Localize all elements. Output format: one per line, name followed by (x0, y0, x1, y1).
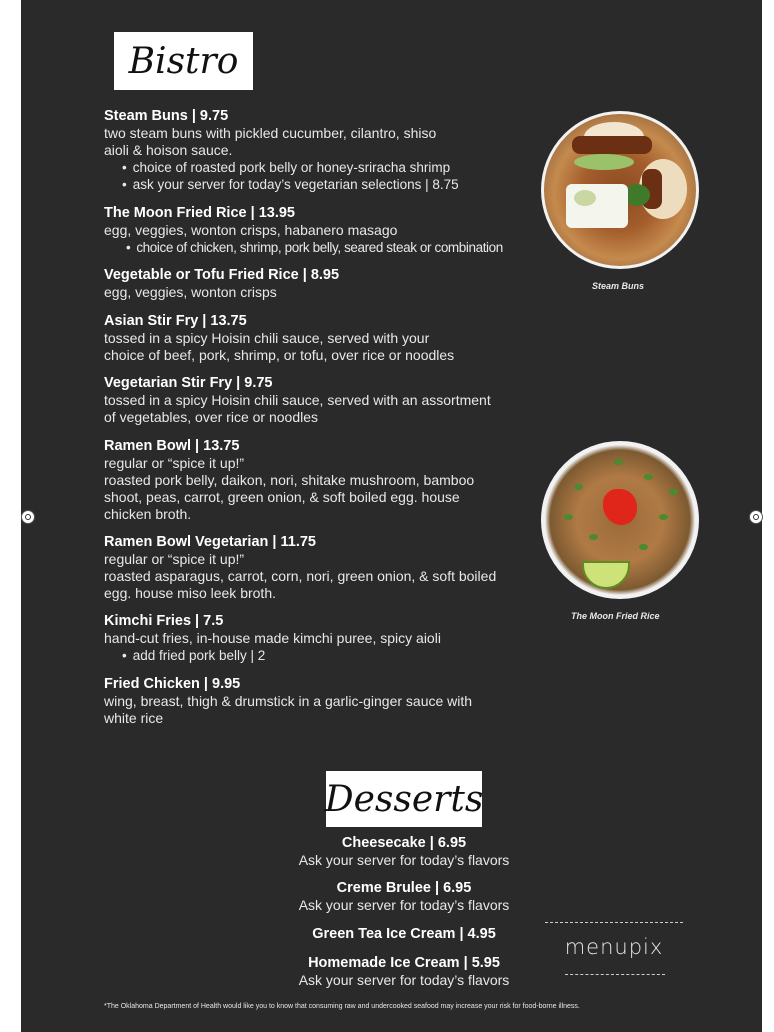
item-desc: regular or “spice it up!” (104, 551, 245, 567)
dessert-desc: Ask your server for today’s flavors (298, 972, 510, 988)
item-name: Ramen Bowl | 13.75 (104, 438, 240, 454)
menu-item-vegetable-fried-rice (104, 267, 339, 301)
item-desc: chicken broth. (104, 506, 192, 522)
health-disclaimer: *The Oklahoma Department of Health would like you to know that consuming raw and undercooked seafood may increase your risk for food-borne illness. (104, 1003, 580, 1010)
item-name: Fried Chicken | 9.95 (104, 676, 241, 692)
item-desc: egg. house miso leek broth. (104, 585, 276, 601)
item-desc: roasted asparagus, carrot, corn, nori, green onion, & soft boiled (104, 568, 497, 584)
item-desc: hand-cut fries, in-house made kimchi puree, spicy aioli (104, 630, 441, 646)
menu-item-asian-stir-fry (104, 313, 454, 364)
dessert-name: Cheesecake | 6.95 (341, 835, 467, 851)
item-name: Vegetable or Tofu Fried Rice | 8.95 (104, 267, 340, 283)
item-option: • ask your server for today’s vegetarian selections | 8.75 (104, 176, 459, 193)
menu-item-kimchi-fries (104, 613, 441, 664)
menu-item-steam-buns (104, 108, 459, 193)
bistro-heading: Bistro (114, 32, 253, 90)
dessert-green-tea-ice-cream (281, 926, 527, 943)
item-desc: white rice (104, 710, 164, 726)
item-desc: of vegetables, over rice or noodles (104, 409, 319, 425)
item-desc: two steam buns with pickled cucumber, cilantro, shiso (104, 125, 437, 141)
item-option: • choice of roasted pork belly or honey-sriracha shrimp (104, 159, 459, 176)
item-desc: choice of beef, pork, shrimp, or tofu, over rice or noodles (104, 347, 455, 363)
item-option: • add fried pork belly | 2 (104, 647, 441, 664)
item-desc: egg, veggies, wonton crisps (104, 284, 277, 300)
moon-fried-rice-caption: The Moon Fried Rice (571, 611, 660, 621)
dessert-desc: Ask your server for today’s flavors (298, 852, 510, 868)
dessert-name: Creme Brulee | 6.95 (336, 880, 472, 896)
item-desc: aioli & hoison sauce. (104, 142, 233, 158)
menu-item-moon-fried-rice (104, 205, 503, 256)
menu-item-fried-chicken (104, 676, 472, 727)
item-name: The Moon Fried Rice | 13.95 (104, 205, 295, 221)
item-name: Vegetarian Stir Fry | 9.75 (104, 375, 273, 391)
item-name: Ramen Bowl Vegetarian | 11.75 (104, 534, 316, 550)
item-name: Kimchi Fries | 7.5 (104, 613, 224, 629)
scroll-right-icon[interactable] (749, 510, 763, 524)
dessert-homemade-ice-cream (281, 955, 527, 989)
dessert-creme-brulee (281, 880, 527, 914)
item-name: Steam Buns | 9.75 (104, 108, 229, 124)
moon-fried-rice-photo (541, 441, 699, 599)
item-desc: roasted pork belly, daikon, nori, shitake mushroom, bamboo (104, 472, 475, 488)
menu-item-ramen-bowl-vegetarian (104, 534, 496, 602)
item-option: • choice of chicken, shrimp, pork belly, seared steak or combination (104, 239, 503, 256)
steam-buns-caption: Steam Buns (592, 281, 645, 291)
watermark-text: menupix (564, 935, 664, 959)
item-name: Asian Stir Fry | 13.75 (104, 313, 247, 329)
item-desc: regular or “spice it up!” (104, 455, 245, 471)
item-desc: wing, breast, thigh & drumstick in a garlic-ginger sauce with (104, 693, 473, 709)
dessert-cheesecake (281, 835, 527, 869)
menu-item-vegetarian-stir-fry (104, 375, 491, 426)
desserts-heading: Desserts (326, 771, 482, 827)
item-desc: tossed in a spicy Hoisin chili sauce, served with your (104, 330, 430, 346)
scroll-left-icon[interactable] (21, 510, 35, 524)
item-desc: tossed in a spicy Hoisin chili sauce, served with an assortment (104, 392, 491, 408)
dessert-desc: Ask your server for today’s flavors (298, 897, 510, 913)
steam-buns-photo (541, 111, 699, 269)
menupix-watermark (545, 922, 683, 978)
dessert-name: Green Tea Ice Cream | 4.95 (312, 926, 496, 942)
dessert-name: Homemade Ice Cream | 5.95 (308, 955, 500, 971)
item-desc: shoot, peas, carrot, green onion, & soft boiled egg. house (104, 489, 460, 505)
menu-item-ramen-bowl (104, 438, 474, 523)
item-desc: egg, veggies, wonton crisps, habanero masago (104, 222, 398, 238)
